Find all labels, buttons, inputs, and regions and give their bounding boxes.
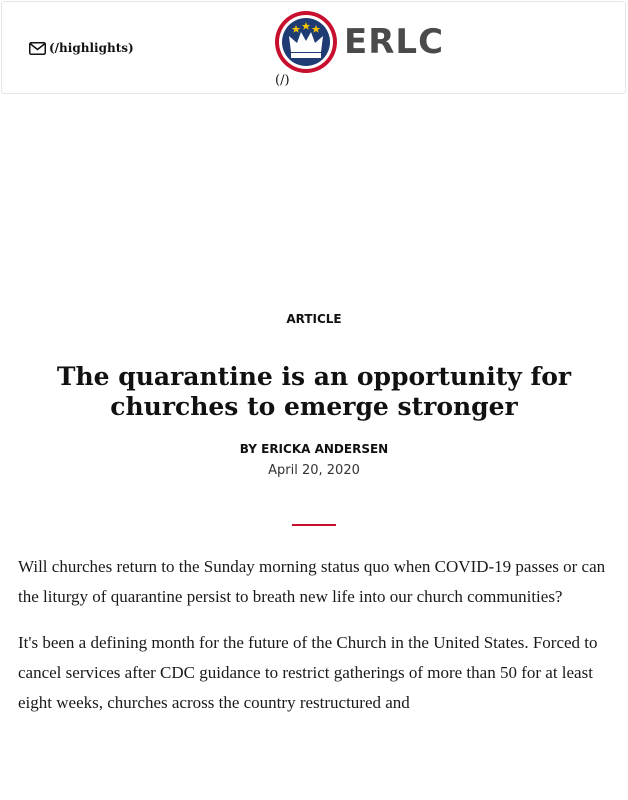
article-kicker: ARTICLE — [286, 312, 342, 326]
site-header — [1, 1, 626, 94]
home-link[interactable]: (/) — [275, 73, 290, 88]
erlc-logo[interactable] — [274, 10, 444, 74]
highlights-link[interactable] — [29, 41, 134, 55]
mail-icon — [29, 42, 46, 55]
article-body — [18, 552, 610, 734]
article-paragraph: It's been a defining month for the future of the Church in the United States. Forced to cancel services after CDC guidance to restrict gatherings of more than 50 for at least eight weeks, churches across the country restructured and — [18, 633, 598, 712]
article-byline: BY ERICKA ANDERSEN — [239, 442, 389, 456]
logo-text: ERLC — [344, 22, 445, 62]
title-divider — [292, 524, 336, 526]
article-title: The quarantine is an opportunity for churches to emerge stronger — [56, 362, 572, 421]
article-date: April 20, 2020 — [268, 463, 360, 478]
article-paragraph: Will churches return to the Sunday morning status quo when COVID-19 passes or can the liturgy of quarantine persist to breath new life into our church communities? — [18, 557, 606, 606]
crown-seal-icon — [274, 10, 338, 74]
highlights-label: (/highlights) — [49, 41, 134, 55]
